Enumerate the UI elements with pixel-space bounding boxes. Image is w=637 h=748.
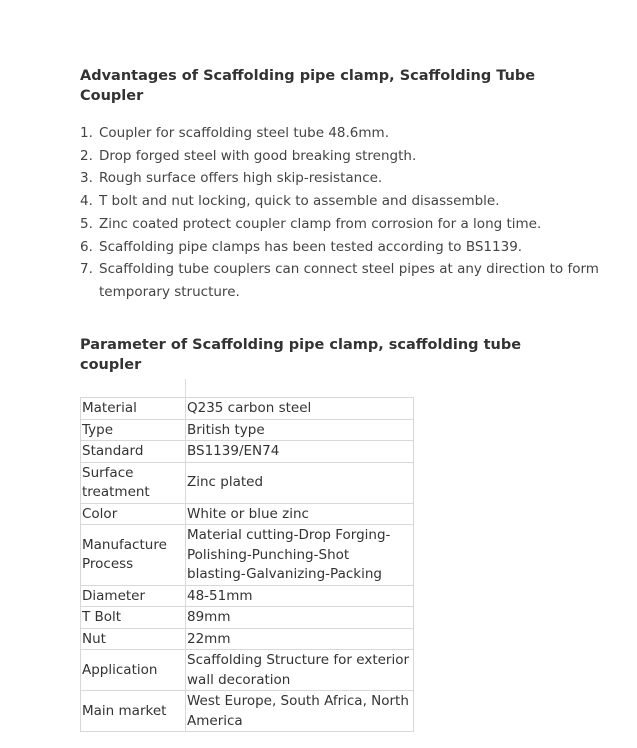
list-item — [80, 213, 600, 236]
list-item — [80, 258, 600, 303]
list-item — [80, 190, 600, 213]
param-name: Main market — [81, 691, 186, 732]
item-text: Zinc coated protect coupler clamp from corrosion for a long time. — [99, 215, 542, 232]
table-row — [81, 607, 414, 629]
item-text: Scaffolding pipe clamps has been tested according to BS1139. — [99, 238, 523, 255]
param-name: Color — [81, 503, 186, 525]
param-name: Nut — [81, 628, 186, 650]
param-name: Type — [81, 419, 186, 441]
param-value: Q235 carbon steel — [186, 398, 414, 420]
param-value: 89mm — [186, 607, 414, 629]
advantages-list — [80, 122, 600, 304]
parameters-title: Parameter of Scaffolding pipe clamp, scaffolding tube coupler — [80, 337, 522, 373]
param-name: Standard — [81, 441, 186, 463]
table-row — [81, 585, 414, 607]
list-item — [80, 167, 600, 190]
item-number: 7. — [80, 261, 93, 278]
item-text: Coupler for scaffolding steel tube 48.6mm. — [99, 125, 389, 141]
param-name: Diameter — [81, 585, 186, 607]
table-row — [81, 398, 414, 420]
table-row — [81, 441, 414, 463]
param-value: Scaffolding Structure for exterior wall decoration — [186, 650, 414, 691]
param-name: Application — [81, 650, 186, 691]
param-name: Material — [81, 398, 186, 420]
list-item — [80, 122, 600, 145]
item-number: 6. — [80, 238, 93, 255]
param-value: 48-51mm — [186, 585, 414, 607]
parameters-table — [80, 397, 414, 732]
param-name: T Bolt — [81, 607, 186, 629]
param-value: 22mm — [186, 628, 414, 650]
item-text: Drop forged steel with good breaking strength. — [99, 147, 417, 164]
param-name: Surface treatment — [81, 462, 186, 503]
advantages-title: Advantages of Scaffolding pipe clamp, Scaffolding Tube Coupler — [80, 68, 536, 104]
list-item — [80, 236, 600, 259]
table-row — [81, 525, 414, 586]
table-row — [81, 462, 414, 503]
item-number: 3. — [80, 170, 93, 187]
param-value: West Europe, South Africa, North America — [186, 691, 414, 732]
table-row — [81, 650, 414, 691]
item-number: 4. — [80, 193, 93, 210]
item-number: 2. — [80, 147, 93, 164]
param-value: Zinc plated — [186, 462, 414, 503]
item-text: T bolt and nut locking, quick to assemble and disassemble. — [99, 193, 500, 210]
param-value: BS1139/EN74 — [186, 441, 414, 463]
param-value: White or blue zinc — [186, 503, 414, 525]
item-text: Rough surface offers high skip-resistance. — [99, 170, 383, 187]
item-number: 5. — [80, 215, 93, 232]
param-value: British type — [186, 419, 414, 441]
item-text: Scaffolding tube couplers can connect steel pipes at any direction to form temporary structure. — [99, 261, 599, 300]
table-row — [81, 503, 414, 525]
list-item — [80, 145, 600, 168]
table-divider — [185, 379, 186, 397]
table-row — [81, 419, 414, 441]
param-name: Manufacture Process — [81, 525, 186, 586]
param-value: Material cutting-Drop Forging-Polishing-Punching-Shot blasting-Galvanizing-Packing — [186, 525, 414, 586]
table-row — [81, 628, 414, 650]
item-number: 1. — [80, 125, 93, 141]
table-row — [81, 691, 414, 732]
